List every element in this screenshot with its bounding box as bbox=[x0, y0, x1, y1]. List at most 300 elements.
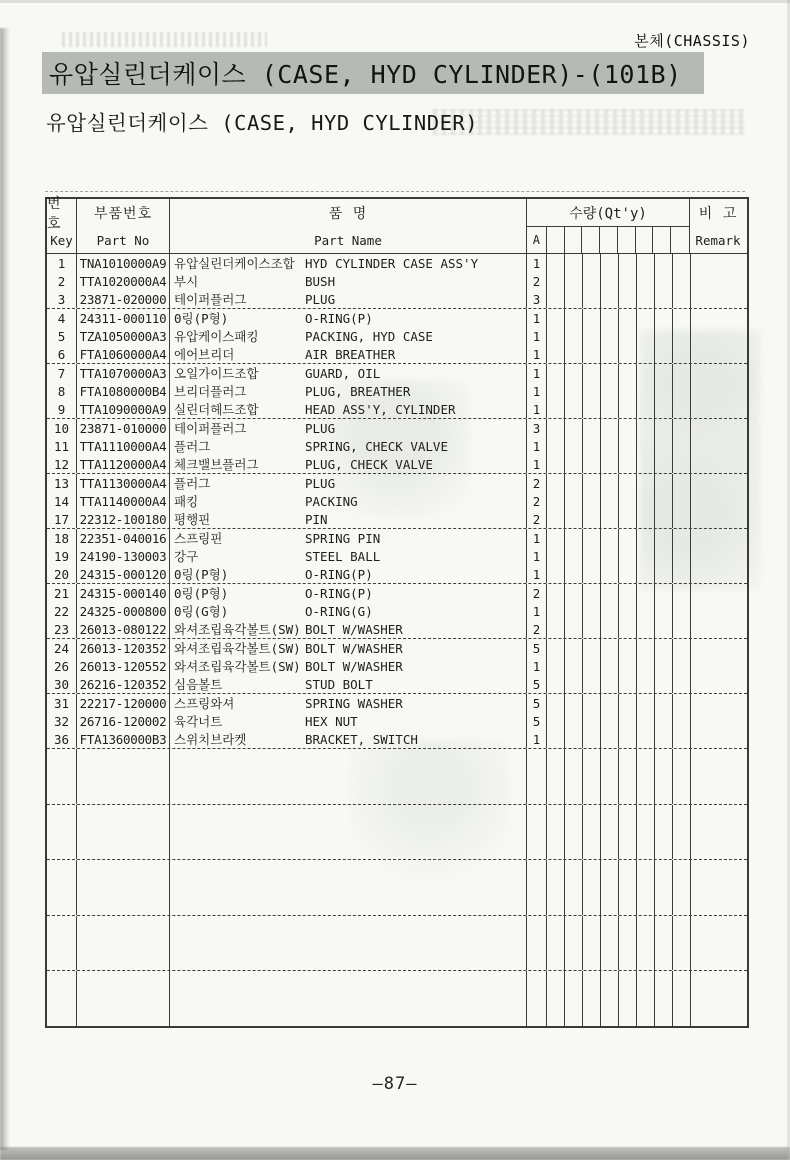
qty-subcell bbox=[673, 602, 691, 620]
qty-subcell bbox=[601, 584, 619, 602]
qty-subcell bbox=[637, 400, 655, 418]
qty-subcell bbox=[601, 1008, 619, 1026]
cell-key bbox=[47, 785, 77, 803]
cell-remark bbox=[691, 584, 747, 602]
qty-subcell bbox=[565, 529, 583, 547]
part-name-english: O-RING(P) bbox=[305, 566, 373, 582]
qty-subcell bbox=[565, 989, 583, 1007]
cell-remark bbox=[691, 639, 747, 657]
cell-part-name bbox=[170, 971, 527, 989]
cell-remark bbox=[691, 971, 747, 989]
qty-subcell bbox=[637, 805, 655, 823]
qty-subcell bbox=[655, 382, 673, 400]
table-row bbox=[47, 952, 747, 971]
qty-subcell bbox=[583, 510, 601, 528]
qty-subcell bbox=[637, 916, 655, 934]
part-name-english: PACKING, HYD CASE bbox=[305, 328, 433, 344]
qty-subcell bbox=[673, 767, 691, 785]
cell-qty-empty-group bbox=[547, 547, 691, 565]
cell-remark bbox=[691, 934, 747, 952]
part-name-english: BRACKET, SWITCH bbox=[305, 731, 418, 747]
cell-part-name bbox=[170, 730, 527, 748]
header-qty-subcell bbox=[671, 227, 689, 253]
cell-key: 12 bbox=[47, 455, 77, 473]
qty-subcell bbox=[565, 419, 583, 437]
cell-qty-empty-group bbox=[547, 805, 691, 823]
qty-subcell bbox=[583, 897, 601, 915]
part-name-english: BOLT W/WASHER bbox=[305, 658, 403, 674]
qty-subcell bbox=[547, 712, 565, 730]
qty-subcell bbox=[637, 823, 655, 841]
header-qty-subcell bbox=[600, 227, 618, 253]
cell-part-name bbox=[170, 364, 527, 382]
cell-key: 22 bbox=[47, 602, 77, 620]
cell-qty-empty-group bbox=[547, 785, 691, 803]
print-through-artifact bbox=[62, 32, 267, 47]
qty-subcell bbox=[673, 785, 691, 803]
qty-subcell bbox=[547, 345, 565, 363]
qty-subcell bbox=[673, 639, 691, 657]
qty-subcell bbox=[655, 492, 673, 510]
cell-key bbox=[47, 841, 77, 859]
qty-subcell bbox=[655, 584, 673, 602]
scan-edge-top bbox=[0, 0, 790, 3]
qty-subcell bbox=[655, 272, 673, 290]
table-row bbox=[47, 565, 747, 584]
qty-subcell bbox=[565, 971, 583, 989]
qty-subcell bbox=[547, 694, 565, 712]
cell-qty-a: 5 bbox=[527, 712, 547, 730]
qty-subcell bbox=[583, 309, 601, 327]
qty-subcell bbox=[619, 675, 637, 693]
qty-subcell bbox=[619, 309, 637, 327]
cell-key: 4 bbox=[47, 309, 77, 327]
cell-part-name bbox=[170, 602, 527, 620]
qty-subcell bbox=[637, 547, 655, 565]
qty-subcell bbox=[601, 785, 619, 803]
qty-subcell bbox=[619, 952, 637, 970]
qty-subcell bbox=[619, 547, 637, 565]
qty-subcell bbox=[547, 841, 565, 859]
cell-part-name bbox=[170, 639, 527, 657]
cell-part-no: 24315-000140 bbox=[77, 584, 170, 602]
cell-part-no: TTA1110000A4 bbox=[77, 437, 170, 455]
table-row bbox=[47, 767, 747, 785]
cell-key: 8 bbox=[47, 382, 77, 400]
cell-remark bbox=[691, 327, 747, 345]
cell-part-name bbox=[170, 785, 527, 803]
cell-qty-empty-group bbox=[547, 730, 691, 748]
cell-qty-empty-group bbox=[547, 916, 691, 934]
part-name-korean: 유압케이스패킹 bbox=[174, 329, 259, 344]
cell-remark bbox=[691, 510, 747, 528]
cell-key: 36 bbox=[47, 730, 77, 748]
qty-subcell bbox=[673, 345, 691, 363]
cell-key: 30 bbox=[47, 675, 77, 693]
qty-subcell bbox=[673, 823, 691, 841]
qty-subcell bbox=[673, 952, 691, 970]
qty-subcell bbox=[565, 382, 583, 400]
qty-subcell bbox=[601, 878, 619, 896]
qty-subcell bbox=[583, 639, 601, 657]
dashed-rule bbox=[45, 191, 745, 192]
qty-subcell bbox=[637, 290, 655, 308]
qty-subcell bbox=[601, 290, 619, 308]
cell-qty-a: 2 bbox=[527, 272, 547, 290]
header-part-no-en: Part No bbox=[96, 232, 150, 248]
table-empty-rows bbox=[47, 749, 747, 1026]
qty-subcell bbox=[655, 878, 673, 896]
cell-key: 24 bbox=[47, 639, 77, 657]
part-name-korean: 에어브리더 bbox=[174, 347, 235, 362]
cell-remark bbox=[691, 492, 747, 510]
cell-remark bbox=[691, 878, 747, 896]
qty-subcell bbox=[547, 309, 565, 327]
qty-subcell bbox=[673, 565, 691, 583]
cell-remark bbox=[691, 897, 747, 915]
cell-key: 7 bbox=[47, 364, 77, 382]
part-name-korean: 체크밸브플러그 bbox=[174, 457, 259, 472]
cell-qty-a: 1 bbox=[527, 309, 547, 327]
qty-subcell bbox=[601, 419, 619, 437]
part-name-korean: 0링(G형) bbox=[174, 604, 229, 619]
header-qty-subcell bbox=[582, 227, 600, 253]
qty-subcell bbox=[601, 805, 619, 823]
table-row bbox=[47, 492, 747, 510]
qty-subcell bbox=[655, 547, 673, 565]
header-qty-subcell bbox=[547, 227, 565, 253]
part-name-korean: 패킹 bbox=[174, 494, 199, 509]
qty-subcell bbox=[583, 327, 601, 345]
header-remark-en: Remark bbox=[695, 232, 741, 248]
cell-part-no bbox=[77, 878, 170, 896]
qty-subcell bbox=[547, 897, 565, 915]
cell-qty-empty-group bbox=[547, 474, 691, 492]
qty-subcell bbox=[583, 364, 601, 382]
cell-part-name bbox=[170, 767, 527, 785]
qty-subcell bbox=[583, 474, 601, 492]
qty-subcell bbox=[547, 639, 565, 657]
cell-part-name bbox=[170, 860, 527, 878]
qty-subcell bbox=[565, 584, 583, 602]
table-row bbox=[47, 620, 747, 639]
part-name-korean: 0링(P형) bbox=[174, 567, 229, 582]
qty-subcell bbox=[637, 971, 655, 989]
cell-key: 17 bbox=[47, 510, 77, 528]
cell-part-no bbox=[77, 805, 170, 823]
qty-subcell bbox=[565, 547, 583, 565]
cell-qty-empty-group bbox=[547, 694, 691, 712]
cell-qty-empty-group bbox=[547, 437, 691, 455]
table-row bbox=[47, 878, 747, 896]
table-row bbox=[47, 309, 747, 327]
qty-subcell bbox=[547, 254, 565, 272]
qty-subcell bbox=[565, 327, 583, 345]
qty-subcell bbox=[583, 382, 601, 400]
cell-remark bbox=[691, 565, 747, 583]
qty-subcell bbox=[565, 492, 583, 510]
qty-subcell bbox=[619, 694, 637, 712]
cell-key bbox=[47, 860, 77, 878]
qty-subcell bbox=[601, 989, 619, 1007]
qty-subcell bbox=[547, 805, 565, 823]
cell-qty-a: 3 bbox=[527, 290, 547, 308]
part-name-korean: 0링(P형) bbox=[174, 586, 229, 601]
qty-subcell bbox=[565, 657, 583, 675]
cell-remark bbox=[691, 290, 747, 308]
qty-subcell bbox=[673, 455, 691, 473]
qty-subcell bbox=[655, 345, 673, 363]
print-through-artifact bbox=[433, 109, 745, 135]
qty-subcell bbox=[583, 492, 601, 510]
cell-part-no: 26716-120002 bbox=[77, 712, 170, 730]
qty-subcell bbox=[673, 675, 691, 693]
qty-subcell bbox=[673, 971, 691, 989]
cell-remark bbox=[691, 841, 747, 859]
qty-subcell bbox=[583, 529, 601, 547]
qty-subcell bbox=[583, 584, 601, 602]
qty-subcell bbox=[601, 565, 619, 583]
cell-key bbox=[47, 897, 77, 915]
part-name-korean: 스위치브라켓 bbox=[174, 732, 247, 747]
cell-key: 1 bbox=[47, 254, 77, 272]
cell-key bbox=[47, 952, 77, 970]
qty-subcell bbox=[637, 767, 655, 785]
qty-subcell bbox=[673, 805, 691, 823]
qty-subcell bbox=[655, 989, 673, 1007]
qty-subcell bbox=[583, 934, 601, 952]
qty-subcell bbox=[547, 730, 565, 748]
qty-subcell bbox=[637, 419, 655, 437]
cell-key bbox=[47, 1008, 77, 1026]
qty-subcell bbox=[673, 290, 691, 308]
cell-part-no: 26013-120552 bbox=[77, 657, 170, 675]
qty-subcell bbox=[655, 510, 673, 528]
cell-remark bbox=[691, 916, 747, 934]
cell-remark bbox=[691, 437, 747, 455]
cell-part-name bbox=[170, 254, 527, 272]
cell-part-name bbox=[170, 805, 527, 823]
cell-part-no: TTA1120000A4 bbox=[77, 455, 170, 473]
cell-qty-empty-group bbox=[547, 510, 691, 528]
qty-subcell bbox=[637, 730, 655, 748]
qty-subcell bbox=[601, 620, 619, 638]
cell-part-no: TTA1130000A4 bbox=[77, 474, 170, 492]
part-name-english: PLUG bbox=[305, 475, 336, 491]
part-name-english: PLUG bbox=[305, 420, 336, 436]
cell-part-name bbox=[170, 345, 527, 363]
qty-subcell bbox=[547, 290, 565, 308]
page-subtitle: 유압실린더케이스 (CASE, HYD CYLINDER) bbox=[46, 111, 479, 135]
qty-subcell bbox=[547, 437, 565, 455]
qty-subcell bbox=[673, 547, 691, 565]
part-name-english: O-RING(P) bbox=[305, 310, 373, 326]
qty-subcell bbox=[673, 364, 691, 382]
table-row bbox=[47, 675, 747, 694]
qty-subcell bbox=[565, 730, 583, 748]
qty-subcell bbox=[565, 860, 583, 878]
cell-qty-a bbox=[527, 934, 547, 952]
qty-subcell bbox=[547, 749, 565, 767]
cell-key: 26 bbox=[47, 657, 77, 675]
part-name-korean: 플러그 bbox=[174, 476, 211, 491]
cell-part-no: 26013-080122 bbox=[77, 620, 170, 638]
qty-subcell bbox=[673, 529, 691, 547]
cell-qty-empty-group bbox=[547, 455, 691, 473]
cell-qty-empty-group bbox=[547, 400, 691, 418]
qty-subcell bbox=[583, 989, 601, 1007]
qty-subcell bbox=[619, 364, 637, 382]
qty-subcell bbox=[601, 327, 619, 345]
qty-subcell bbox=[637, 364, 655, 382]
qty-subcell bbox=[673, 989, 691, 1007]
qty-subcell bbox=[565, 309, 583, 327]
table-row bbox=[47, 345, 747, 364]
cell-part-name bbox=[170, 657, 527, 675]
cell-key: 3 bbox=[47, 290, 77, 308]
qty-subcell bbox=[547, 878, 565, 896]
qty-subcell bbox=[565, 455, 583, 473]
cell-remark bbox=[691, 602, 747, 620]
qty-subcell bbox=[637, 474, 655, 492]
qty-subcell bbox=[565, 1008, 583, 1026]
cell-qty-a: 1 bbox=[527, 327, 547, 345]
scan-edge-bottom bbox=[0, 1147, 790, 1160]
cell-qty-empty-group bbox=[547, 860, 691, 878]
qty-subcell bbox=[637, 694, 655, 712]
qty-subcell bbox=[547, 620, 565, 638]
cell-remark bbox=[691, 989, 747, 1007]
page-number: –87– bbox=[372, 1074, 418, 1094]
cell-part-name bbox=[170, 952, 527, 970]
cell-qty-a: 1 bbox=[527, 400, 547, 418]
cell-part-name bbox=[170, 878, 527, 896]
cell-qty-empty-group bbox=[547, 309, 691, 327]
qty-subcell bbox=[655, 400, 673, 418]
cell-part-no bbox=[77, 749, 170, 767]
cell-qty-empty-group bbox=[547, 989, 691, 1007]
cell-qty-empty-group bbox=[547, 897, 691, 915]
table-row bbox=[47, 584, 747, 602]
cell-part-name bbox=[170, 565, 527, 583]
qty-subcell bbox=[673, 860, 691, 878]
qty-subcell bbox=[619, 474, 637, 492]
qty-subcell bbox=[601, 952, 619, 970]
cell-remark bbox=[691, 455, 747, 473]
qty-subcell bbox=[655, 639, 673, 657]
qty-subcell bbox=[601, 474, 619, 492]
part-name-english: BOLT W/WASHER bbox=[305, 640, 403, 656]
qty-subcell bbox=[637, 327, 655, 345]
cell-qty-empty-group bbox=[547, 290, 691, 308]
qty-subcell bbox=[583, 785, 601, 803]
cell-part-name bbox=[170, 620, 527, 638]
cell-qty-empty-group bbox=[547, 345, 691, 363]
qty-subcell bbox=[655, 620, 673, 638]
qty-subcell bbox=[619, 1008, 637, 1026]
qty-subcell bbox=[637, 584, 655, 602]
cell-part-no: TZA1050000A3 bbox=[77, 327, 170, 345]
qty-subcell bbox=[655, 694, 673, 712]
qty-subcell bbox=[583, 730, 601, 748]
cell-key: 31 bbox=[47, 694, 77, 712]
qty-subcell bbox=[601, 897, 619, 915]
cell-qty-a: 1 bbox=[527, 364, 547, 382]
qty-subcell bbox=[673, 916, 691, 934]
cell-qty-a: 1 bbox=[527, 437, 547, 455]
part-name-english: PIN bbox=[305, 511, 328, 527]
cell-remark bbox=[691, 694, 747, 712]
qty-subcell bbox=[673, 309, 691, 327]
qty-subcell bbox=[655, 602, 673, 620]
cell-part-name bbox=[170, 989, 527, 1007]
qty-subcell bbox=[547, 547, 565, 565]
qty-subcell bbox=[619, 620, 637, 638]
qty-subcell bbox=[547, 419, 565, 437]
table-row bbox=[47, 989, 747, 1007]
cell-key bbox=[47, 878, 77, 896]
qty-subcell bbox=[601, 382, 619, 400]
cell-part-no: FTA1060000A4 bbox=[77, 345, 170, 363]
qty-subcell bbox=[583, 290, 601, 308]
cell-key: 14 bbox=[47, 492, 77, 510]
qty-subcell bbox=[547, 952, 565, 970]
qty-subcell bbox=[601, 767, 619, 785]
qty-subcell bbox=[655, 657, 673, 675]
cell-part-name bbox=[170, 272, 527, 290]
cell-part-name bbox=[170, 749, 527, 767]
qty-subcell bbox=[619, 785, 637, 803]
cell-remark bbox=[691, 823, 747, 841]
table-row bbox=[47, 860, 747, 878]
qty-subcell bbox=[673, 400, 691, 418]
cell-part-no: 26013-120352 bbox=[77, 639, 170, 657]
cell-qty-empty-group bbox=[547, 602, 691, 620]
qty-subcell bbox=[601, 345, 619, 363]
qty-subcell bbox=[583, 675, 601, 693]
part-name-english: PLUG, BREATHER bbox=[305, 383, 411, 399]
qty-subcell bbox=[565, 565, 583, 583]
cell-part-no bbox=[77, 916, 170, 934]
cell-part-no: 22217-120000 bbox=[77, 694, 170, 712]
cell-qty-a bbox=[527, 749, 547, 767]
qty-subcell bbox=[673, 492, 691, 510]
cell-qty-a bbox=[527, 767, 547, 785]
part-name-english: STUD BOLT bbox=[305, 676, 373, 692]
qty-subcell bbox=[601, 675, 619, 693]
cell-qty-a bbox=[527, 897, 547, 915]
part-name-korean: 와셔조립육각볼트(SW) bbox=[174, 622, 301, 637]
qty-subcell bbox=[637, 529, 655, 547]
qty-subcell bbox=[565, 712, 583, 730]
cell-remark bbox=[691, 712, 747, 730]
qty-subcell bbox=[583, 823, 601, 841]
qty-subcell bbox=[583, 455, 601, 473]
table-row bbox=[47, 437, 747, 455]
qty-subcell bbox=[565, 694, 583, 712]
table-row bbox=[47, 290, 747, 309]
qty-subcell bbox=[655, 823, 673, 841]
part-name-english: AIR BREATHER bbox=[305, 346, 396, 362]
cell-part-name bbox=[170, 675, 527, 693]
qty-subcell bbox=[619, 584, 637, 602]
qty-subcell bbox=[655, 419, 673, 437]
qty-subcell bbox=[583, 254, 601, 272]
cell-part-name bbox=[170, 290, 527, 308]
cell-remark bbox=[691, 529, 747, 547]
qty-subcell bbox=[547, 934, 565, 952]
qty-subcell bbox=[637, 345, 655, 363]
